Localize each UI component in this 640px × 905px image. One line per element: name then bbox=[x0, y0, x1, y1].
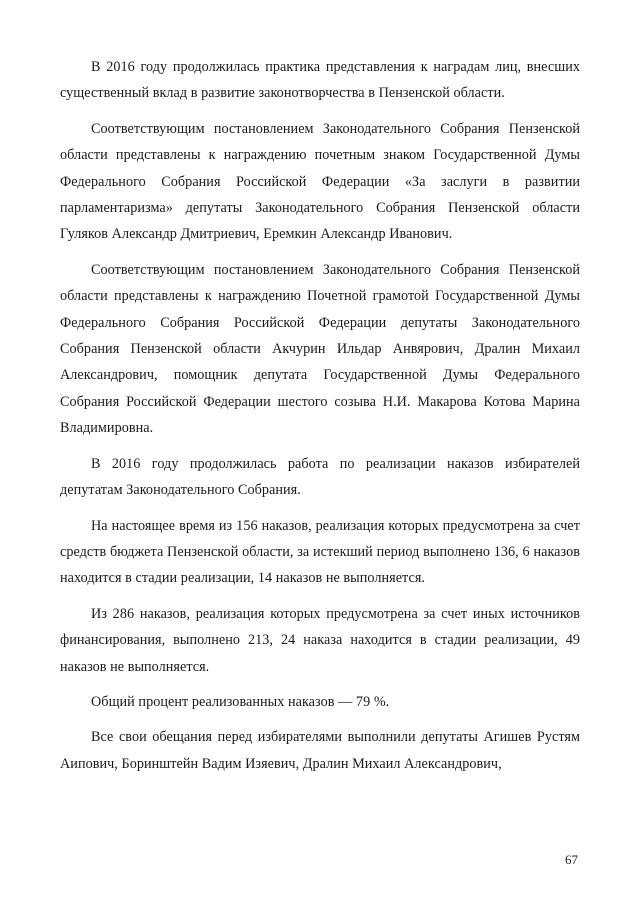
paragraph-other-mandates: Из 286 наказов, реализация которых предусмотрена за счет иных источников финансирования, выполнено 213, 24 наказа находится в стадии реализации, 49 наказов не выполняется. bbox=[60, 605, 580, 675]
paragraph-certificate-nomination: Соответствующим постановлением Законодательного Собрания Пензенской области представлены к награждению Почетной грамотой Государственной Думы Федерального Собрания Российской Федерации депутаты Законодательного Собрания Пензенской области Акчурин Ильдар Анвярович, Дралин Михаил Александрович, помощник депутата Государственной Думы Федерального Собрания Российской Федерации шестого созыва Н.И. Макарова Котова Марина Владимировна. bbox=[60, 261, 580, 437]
paragraph-budget-mandates: На настоящее время из 156 наказов, реализация которых предусмотрена за счет средств бюджета Пензенской области, за истекший период выполнено 136, 6 наказов находится в стадии реализации, 14 наказов не выполняется. bbox=[60, 517, 580, 587]
document-page bbox=[60, 54, 580, 786]
paragraph-mandates-work: В 2016 году продолжилась работа по реализации наказов избирателей депутатам Законодательного Собрания. bbox=[60, 455, 580, 499]
paragraph-fulfilled-promises: Все свои обещания перед избирателями выполнили депутаты Агишев Рустям Аипович, Боринштейн Вадим Изяевич, Дралин Михаил Александрович, bbox=[60, 729, 580, 772]
paragraph-awards-practice: В 2016 году продолжилась практика представления к наградам лиц, внесших существенный вклад в развитие законотворчества в Пензенской области. bbox=[60, 59, 580, 102]
paragraph-total-percent: Общий процент реализованных наказов — 79 %. bbox=[91, 693, 390, 710]
page-number: 67 bbox=[565, 852, 578, 867]
paragraph-badge-nomination: Соответствующим постановлением Законодательного Собрания Пензенской области представлены к награждению почетным знаком Государственной Думы Федерального Собрания Российской Федерации «За заслуги в развитии парламентаризма» депутаты Законодательного Собрания Пензенской области Гуляков Александр Дмитриевич, Еремкин Александр Иванович. bbox=[60, 120, 580, 243]
